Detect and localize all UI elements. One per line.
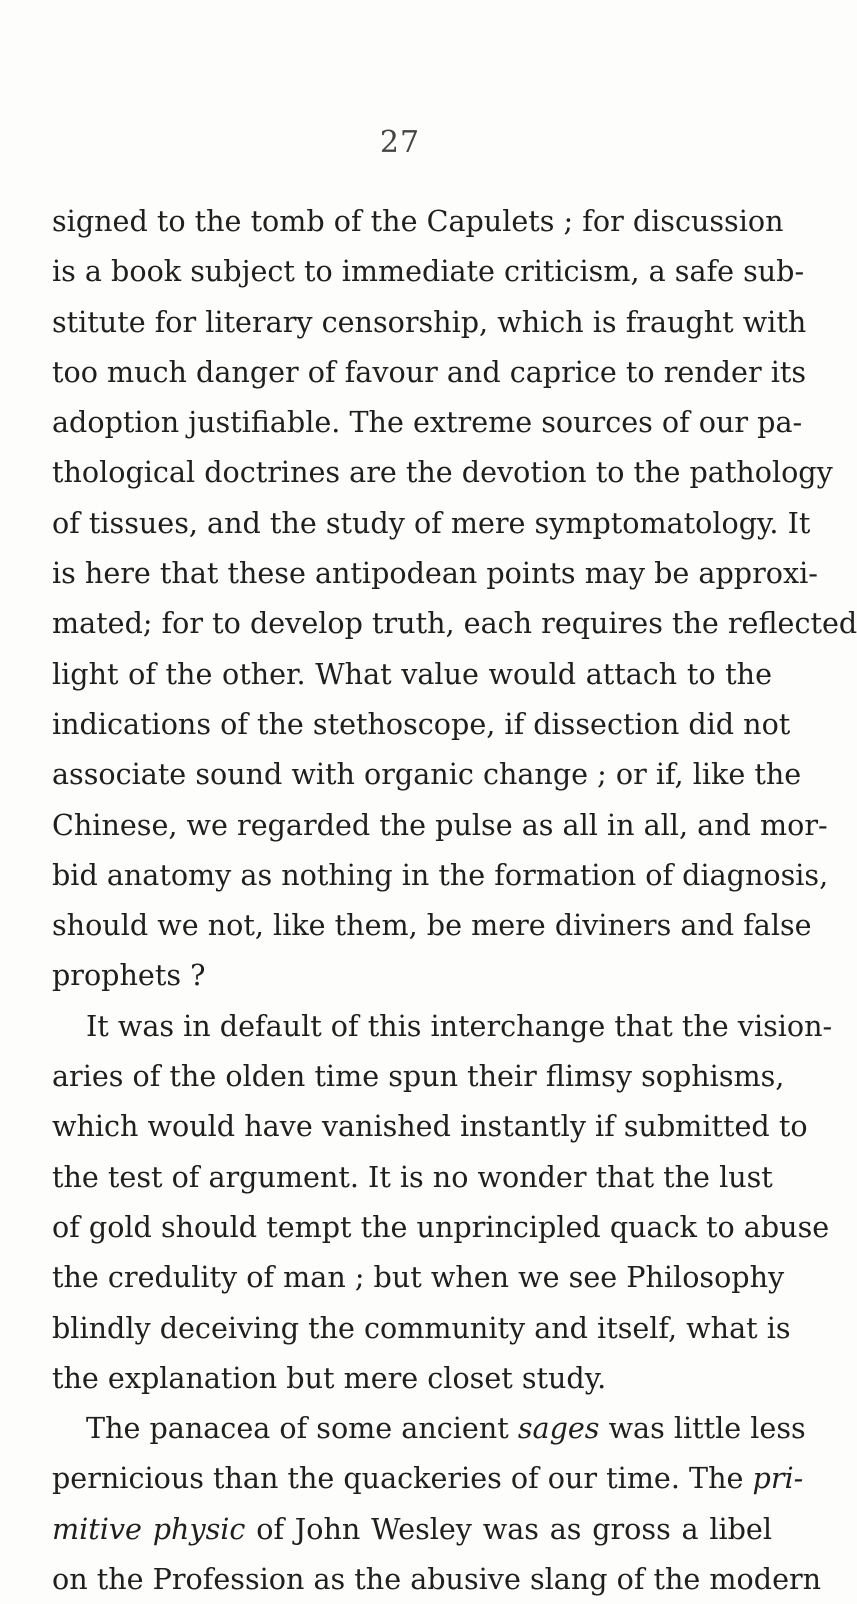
text-line: blindly deceiving the community and itself, what is <box>52 1310 791 1345</box>
text-segment: pernicious than the quackeries of our time. The <box>52 1461 744 1496</box>
text-line: bid anatomy as nothing in the formation of diagnosis, <box>52 857 829 892</box>
text-line: mated; for to develop truth, each requires the reflected <box>52 606 857 641</box>
text-line: should we not, like them, be mere diviners and false <box>52 908 812 943</box>
paragraph-start-line: It was in default of this interchange that the vision- <box>86 1008 833 1043</box>
italic-word: pri- <box>752 1461 804 1496</box>
italic-phrase: mitive physic <box>52 1511 246 1546</box>
text-line: the test of argument. It is no wonder that the lust <box>52 1159 773 1194</box>
text-line: thological doctrines are the devotion to the pathology <box>52 455 833 490</box>
text-line: adoption justifiable. The extreme sources of our pa- <box>52 405 803 440</box>
text-segment: was little less <box>608 1411 806 1446</box>
text-line: light of the other. What value would attach to the <box>52 656 772 691</box>
italic-word: sages <box>517 1411 600 1446</box>
text-line: Chinese, we regarded the pulse as all in all, and mor- <box>52 807 828 842</box>
paragraph-start-line <box>52 1403 806 1453</box>
text-line: the credulity of man ; but when we see Philosophy <box>52 1260 785 1295</box>
text-line: aries of the olden time spun their flimsy sophisms, <box>52 1059 785 1094</box>
text-line: too much danger of favour and caprice to render its <box>52 354 807 389</box>
text-line: indications of the stethoscope, if dissection did not <box>52 706 791 741</box>
page-number: 27 <box>379 125 421 160</box>
text-segment: of John Wesley was as gross a libel <box>256 1511 772 1546</box>
text-line <box>52 1504 772 1554</box>
text-line: of gold should tempt the unprincipled quack to abuse <box>52 1209 830 1244</box>
text-line: on the Profession as the abusive slang of the modern <box>52 1562 822 1597</box>
text-line: stitute for literary censorship, which is fraught with <box>52 304 807 339</box>
text-line: is a book subject to immediate criticism, a safe sub- <box>52 254 805 289</box>
body-text <box>52 196 857 1604</box>
text-line: associate sound with organic change ; or if, like the <box>52 757 802 792</box>
text-line: which would have vanished instantly if submitted to <box>52 1109 808 1144</box>
text-line: prophets ? <box>52 958 206 993</box>
text-line: the explanation but mere closet study. <box>52 1360 607 1395</box>
text-line: of tissues, and the study of mere symptomatology. It <box>52 505 811 540</box>
text-line: signed to the tomb of the Capulets ; for discussion <box>52 204 784 238</box>
text-segment: The panacea of some ancient <box>86 1411 509 1446</box>
text-line: is here that these antipodean points may be approxi- <box>52 556 818 591</box>
text-line <box>52 1453 804 1503</box>
